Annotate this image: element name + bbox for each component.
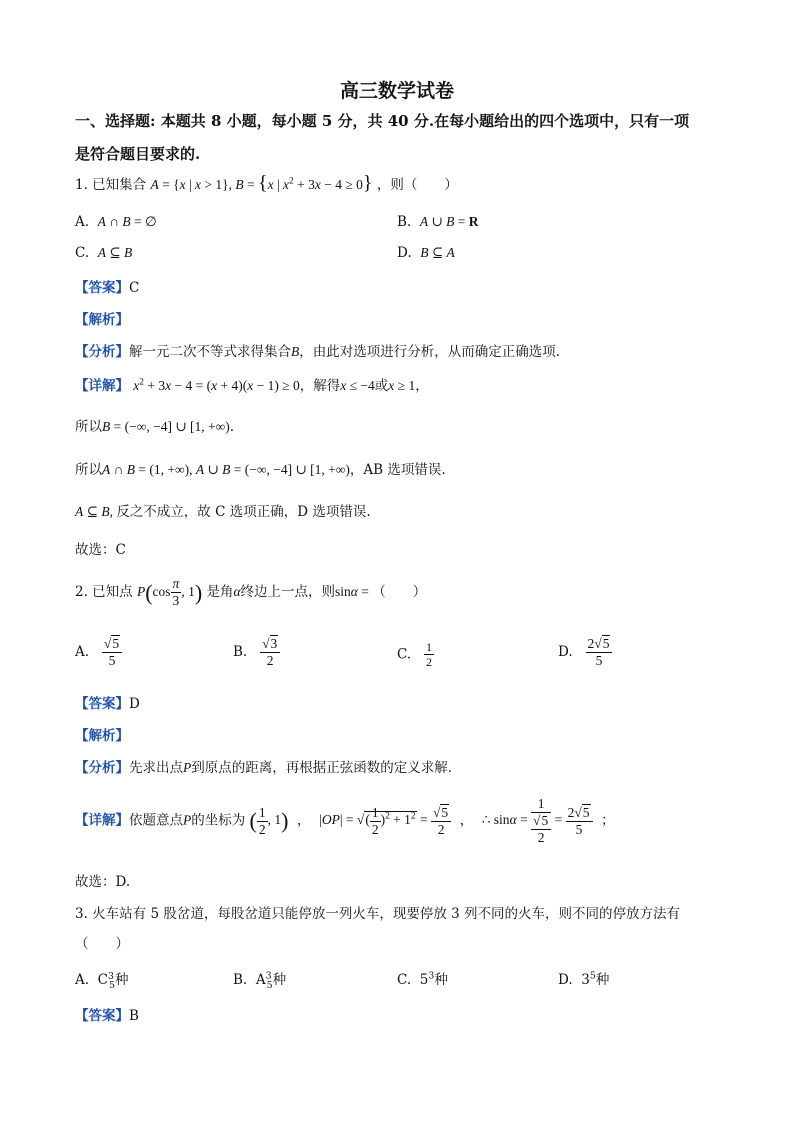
- q2-option-c-math: $\frac{1}{2}$: [426, 640, 433, 670]
- q1-so-b-math: B = (−∞, −4] ∪ [1, +∞): [102, 419, 230, 434]
- answer-tag: 【答案】: [75, 1008, 129, 1024]
- page-title: 高三数学试卷: [339, 80, 454, 102]
- q3-answer-value: B: [129, 1008, 139, 1024]
- q2-detail: 【详解】依题意点P的坐标为 ( $\frac{1}{2}$ , 1) ， |OP| = √( $\frac{1}{2}$ )$^2 + 1^2$ = $\frac{√5}{2}$ ， ∴ sinα = $\frac{1}{\frac{√5}{2}}$ = $\frac{2√5}{5}$ ；: [75, 796, 615, 846]
- q1-stem-post: ，则（ ）: [376, 177, 458, 193]
- q1-option-d-math: B ⊆ A: [420, 245, 455, 260]
- q1-option-c: [75, 245, 132, 261]
- fenxi-tag: 【分析】: [75, 760, 129, 776]
- q2-option-b: [233, 636, 280, 669]
- q1-option-b-label: B.: [397, 214, 412, 230]
- q1-set-formula: A = {x | x > 1}, B = {x | $x^2 + 3x - 4 \ge 0$}: [150, 172, 373, 194]
- q1-so-ab: [75, 458, 446, 478]
- q2-option-c: [397, 640, 434, 670]
- q1-detail-math: $x^2 + 3x - 4 = (x + 4)(x - 1) \ge 0$: [133, 377, 300, 393]
- xiangjie-tag: 【详解】: [75, 378, 129, 394]
- q2-analysis-text: 先求出点: [129, 760, 183, 776]
- q2-option-c-label: C.: [397, 646, 412, 663]
- q2-option-d-label: D.: [558, 644, 573, 661]
- q1-answer: [75, 276, 139, 296]
- q1-so-b-label: 所以: [75, 419, 102, 435]
- q3-option-b-unit: 种: [272, 972, 287, 988]
- q3-option-d-label: D.: [558, 972, 573, 988]
- q1-option-d: [397, 245, 455, 261]
- q2-option-b-math: $\frac{√3}{2}$: [260, 636, 280, 669]
- q2-stem: 2. 已知点 P(cos $\frac{\pi}{3}$ , 1) 是角α终边上一点，则sinα = （ ）: [75, 576, 427, 609]
- q3-option-b-math: $A^3_5$: [255, 970, 273, 991]
- q1-stem-pre: 1. 已知集合: [75, 177, 147, 193]
- q1-jiexi: [75, 308, 129, 328]
- q2-op-math: |OP| = √( $\frac{1}{2}$ )$^2 + 1^2$ = $\frac{√5}{2}$: [319, 812, 451, 827]
- q2-jiexi: [75, 724, 129, 744]
- jiexi-tag: 【解析】: [75, 312, 129, 328]
- q1-stem: [75, 172, 458, 195]
- q2-stem-post2: 终边上一点，则: [240, 583, 336, 600]
- q1-analysis-post: ，由此对选项进行分析，从而确定正确选项.: [299, 344, 561, 360]
- q3-option-d-math: $3^5$: [581, 970, 596, 988]
- q3-option-a-unit: 种: [115, 972, 129, 988]
- q2-sin-math: ∴ sinα = $\frac{1}{\frac{√5}{2}}$ = $\frac{2√5}{5}$: [482, 812, 593, 827]
- q2-detail-pre: 依题意点: [129, 812, 183, 829]
- q3-option-c-unit: 种: [434, 972, 448, 988]
- q1-so-ab-math: A ∩ B = (1, +∞), A ∪ B = (−∞, −4] ∪ [1, +∞): [102, 462, 350, 477]
- q2-coord-math: ( $\frac{1}{2}$ , 1): [249, 804, 289, 837]
- jiexi-tag: 【解析】: [75, 728, 129, 744]
- q2-choose: 故选：D.: [75, 874, 131, 890]
- q2-point-math: P(cos $\frac{\pi}{3}$ , 1): [136, 576, 203, 609]
- q1-ab-wrong: ，AB 选项错误.: [349, 462, 446, 478]
- q1-so-ab-label: 所以: [75, 462, 102, 478]
- q1-so-b: 所以B = (−∞, −4] ∪ [1, +∞).: [75, 419, 235, 435]
- section-header-line1: 一、选择题: 本题共 8 小题，每小题 5 分，共 40 分.在每小题给出的四个选项中，只有一项: [75, 112, 690, 130]
- q3-option-c: [397, 968, 448, 988]
- q2-answer-value: D: [129, 696, 140, 712]
- q3-stem-line1: 3. 火车站有 5 股岔道，每股岔道只能停放一列火车，现要停放 3 列不同的火车，则不同的停放方法有: [75, 906, 681, 922]
- q3-stem-line2: （ ）: [75, 936, 129, 952]
- q2-analysis: 【分析】先求出点P到原点的距离，再根据正弦函数的定义求解.: [75, 760, 453, 776]
- q2-option-a-math: $\frac{√5}{5}$: [102, 636, 122, 669]
- q1-option-c-label: C.: [75, 245, 90, 261]
- q3-option-b-label: B.: [233, 972, 248, 988]
- q1-fan-text: 反之不成立，故 C 选项正确，D 选项错误.: [116, 504, 371, 520]
- q1-detail-post: ，解得: [299, 378, 341, 394]
- q1-option-a-label: A.: [75, 214, 90, 230]
- q1-detail: 【详解】 $x^2 + 3x - 4 = (x + 4)(x - 1) \ge 0$，解得x ≤ −4或x ≥ 1，: [75, 377, 429, 394]
- xiangjie-tag: 【详解】: [75, 812, 129, 829]
- q1-option-c-math: A ⊆ B: [97, 245, 133, 260]
- q3-option-b: [233, 968, 286, 991]
- q1-choose: 故选：C: [75, 542, 126, 558]
- q2-stem-pre: 2. 已知点: [75, 583, 133, 600]
- q2-stem-post: 是角: [206, 583, 234, 600]
- q3-option-c-label: C.: [397, 972, 412, 988]
- q3-option-c-math: $5^3$: [419, 970, 435, 988]
- q2-detail-mid: 的坐标为: [191, 812, 246, 829]
- q2-option-b-label: B.: [233, 644, 248, 661]
- q3-option-a: [75, 968, 129, 991]
- q3-option-a-math: $C^3_5$: [97, 970, 116, 991]
- q3-answer: [75, 1004, 139, 1024]
- q2-option-a-label: A.: [75, 644, 90, 661]
- q1-answer-value: C: [129, 280, 140, 296]
- answer-tag: 【答案】: [75, 280, 129, 296]
- q3-option-d: [558, 968, 609, 988]
- q1-option-a-math: A ∩ B = ∅: [97, 214, 157, 229]
- q3-option-a-label: A.: [75, 972, 90, 988]
- q1-fan-math: A ⊆ B,: [75, 504, 117, 519]
- q1-analysis-text: 解一元二次不等式求得集合: [129, 344, 291, 360]
- fenxi-tag: 【分析】: [75, 344, 129, 360]
- q1-option-a: [75, 214, 157, 230]
- answer-tag: 【答案】: [75, 696, 129, 712]
- q2-answer: [75, 692, 140, 712]
- q1-fan: [75, 500, 371, 520]
- q2-option-d: [558, 636, 612, 669]
- q1-option-b: [397, 214, 479, 230]
- q1-analysis: 【分析】解一元二次不等式求得集合B，由此对选项进行分析，从而确定正确选项.: [75, 344, 561, 360]
- q2-stem-end: （ ）: [372, 583, 427, 600]
- q2-option-a: [75, 636, 122, 669]
- q1-option-b-math: A ∪ B = R: [419, 214, 479, 229]
- q2-analysis-post: 到原点的距离，再根据正弦函数的定义求解.: [191, 760, 453, 776]
- q2-option-d-math: $\frac{2√5}{5}$: [586, 636, 613, 669]
- q1-option-d-label: D.: [397, 245, 412, 261]
- section-header-line2: 是符合题目要求的.: [75, 145, 201, 163]
- q1-or: 或: [374, 378, 389, 394]
- q3-option-d-unit: 种: [595, 972, 610, 988]
